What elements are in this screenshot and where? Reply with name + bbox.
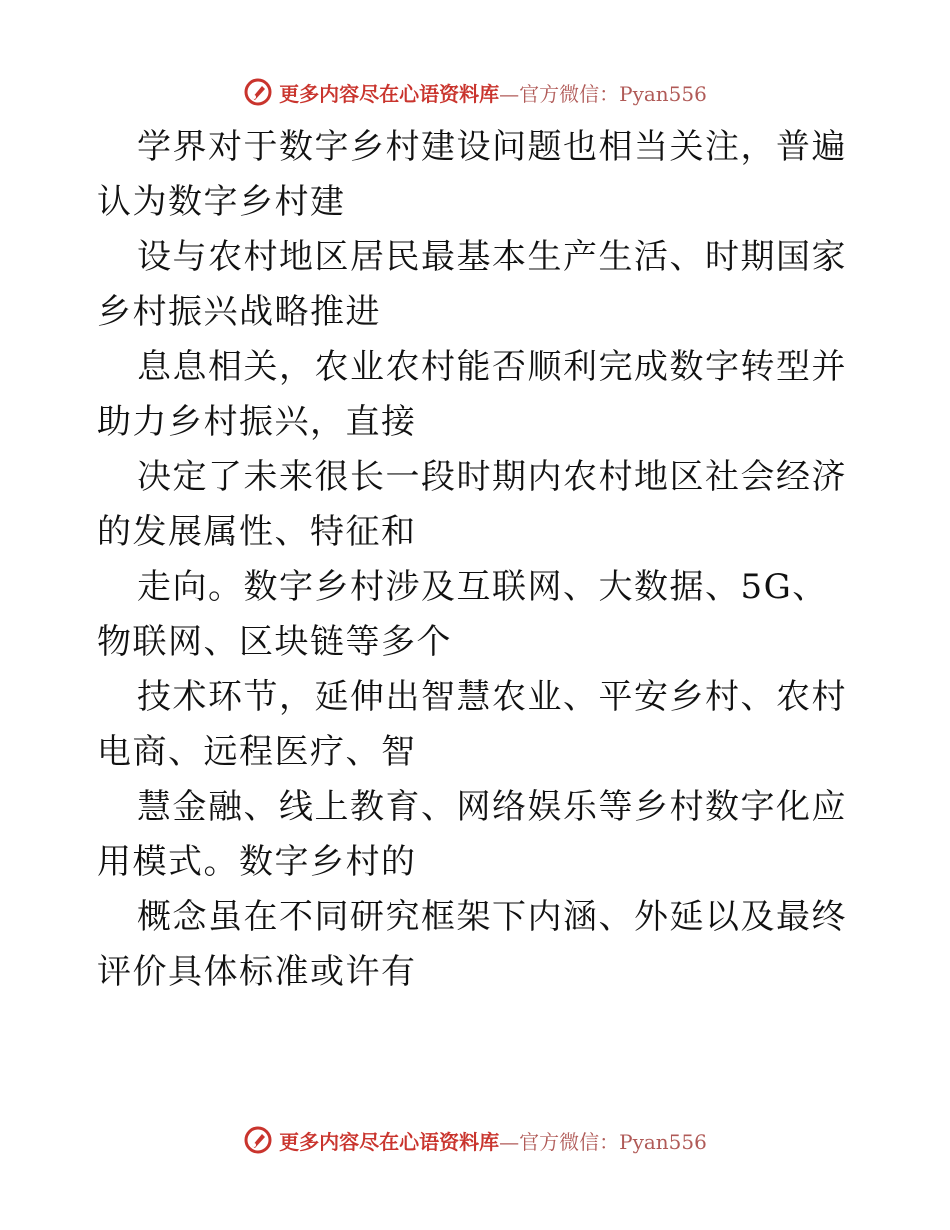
footer-banner-text: [279, 1126, 707, 1155]
paragraph-7: 慧金融、线上教育、网络娱乐等乡村数字化应用模式。数字乡村的: [97, 787, 847, 882]
banner-text-right: —官方微信：Pyan556: [499, 1129, 707, 1154]
banner-text-left: 更多内容尽在心语资料库: [279, 1129, 500, 1154]
footer-banner: [0, 1120, 950, 1160]
paragraph-3: 息息相关，农业农村能否顺利完成数字转型并助力乡村振兴，直接: [97, 347, 847, 442]
paragraph-1: 学界对于数字乡村建设问题也相当关注，普遍认为数字乡村建: [97, 127, 847, 222]
header-banner-text: [279, 78, 707, 107]
banner-text-left: 更多内容尽在心语资料库: [279, 81, 500, 106]
paragraph-2: 设与农村地区居民最基本生产生活、时期国家乡村振兴战略推进: [97, 237, 847, 332]
banner-text-right: —官方微信：Pyan556: [499, 81, 707, 106]
pen-nib-logo-icon: [243, 1125, 273, 1155]
paragraph-4: 决定了未来很长一段时期内农村地区社会经济的发展属性、特征和: [97, 457, 847, 552]
pen-nib-logo-icon: [243, 77, 273, 107]
paragraph-6: 技术环节，延伸出智慧农业、平安乡村、农村电商、远程医疗、智: [97, 677, 847, 772]
paragraph-8: 概念虽在不同研究框架下内涵、外延以及最终评价具体标准或许有: [97, 897, 847, 992]
document-body: [97, 120, 857, 1000]
header-banner: [0, 72, 950, 112]
paragraph-5: 走向。数字乡村涉及互联网、大数据、5G、物联网、区块链等多个: [97, 567, 828, 662]
